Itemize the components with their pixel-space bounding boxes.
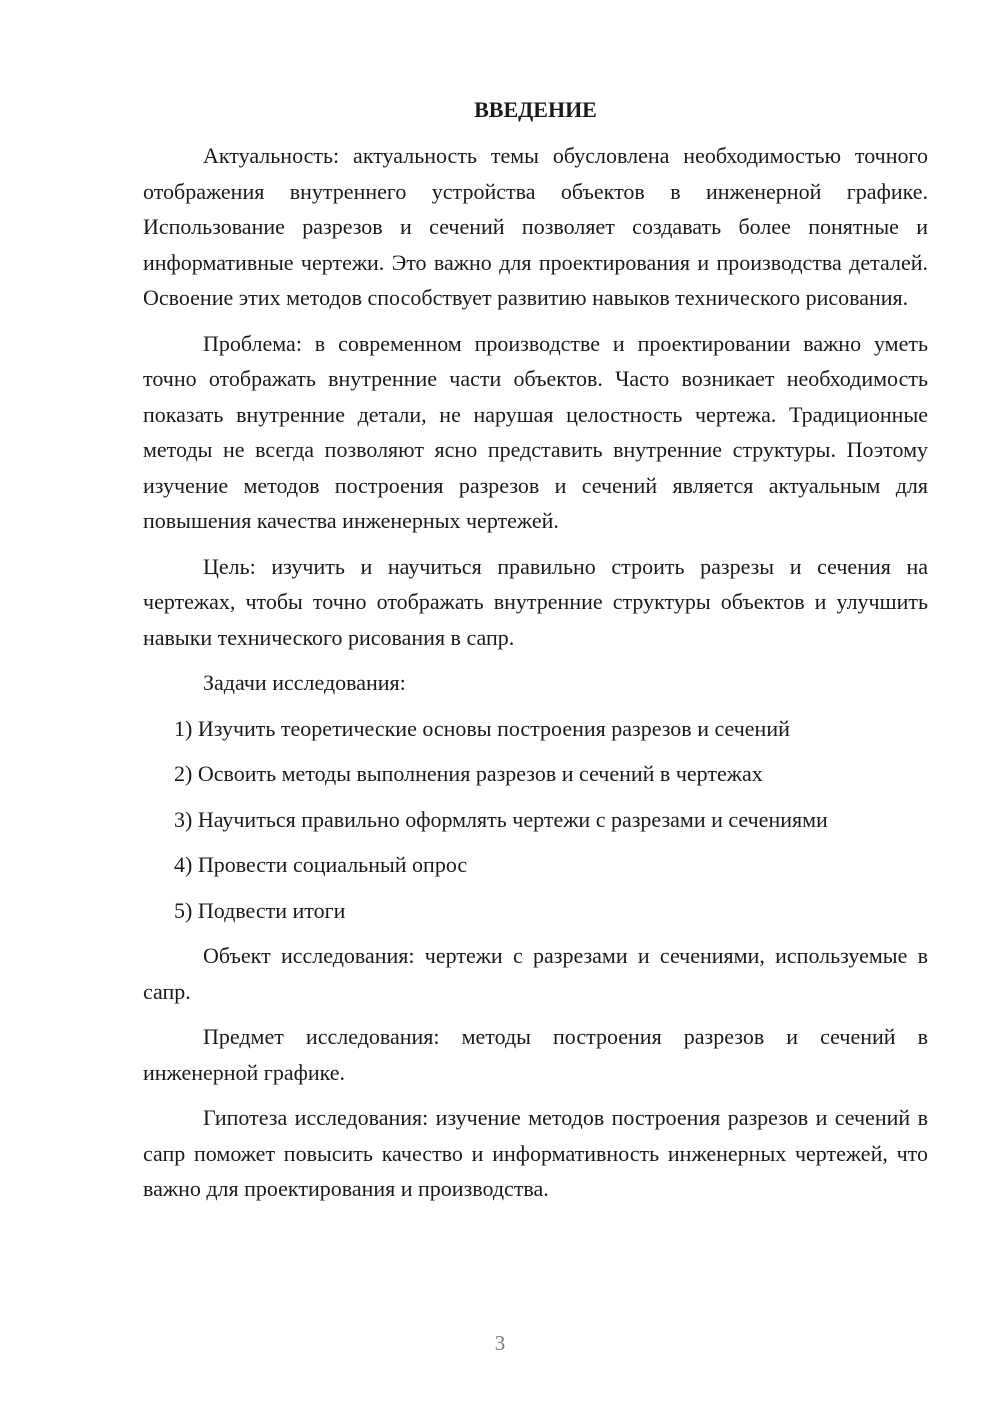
page-number: 3 [494,1331,506,1355]
tasks-label: Задачи исследования: [203,670,406,695]
paragraph-goal: Цель: изучить и научиться правильно строить разрезы и сечения на чертежах, чтобы точно отображать внутренние структуры объектов и улучшить навыки технического рисования в сапр. [143,553,928,650]
task-item: 2) Освоить методы выполнения разрезов и сечений в чертежах [174,761,763,786]
page-content [143,92,928,1217]
paragraph-object: Объект исследования: чертежи с разрезами и сечениями, используемые в сапр. [143,943,928,1004]
task-item: 3) Научиться правильно оформлять чертежи с разрезами и сечениями [174,806,828,832]
paragraph-subject: Предмет исследования: методы построения разрезов и сечений в инженерной графике. [143,1024,928,1085]
paragraph-hypothesis: Гипотеза исследования: изучение методов построения разрезов и сечений в сапр поможет повысить качество и информативность инженерных чертежей, что важно для проектирования и производства. [143,1105,928,1201]
tasks-list [143,711,928,929]
paragraph-relevance: Актуальность: актуальность темы обусловлена необходимостью точного отображения внутреннего устройства объектов в инженерной графике. Использование разрезов и сечений позволяет создавать более понятные и информативные чертежи. Это важно для проектирования и производства деталей. Освоение этих методов способствует развитию навыков технического рисования. [143,143,928,310]
paragraph-problem: Проблема: в современном производстве и проектировании важно уметь точно отображать внутренние части объектов. Часто возникает необходимость показать внутренние детали, не нарушая целостность чертежа. Традиционные методы не всегда позволяют ясно представить внутренние структуры. Поэтому изучение методов построения разрезов и сечений является актуальным для повышения качества инженерных чертежей. [143,330,928,533]
section-heading: ВВЕДЕНИЕ [474,97,597,122]
task-item: 4) Провести социальный опрос [174,852,468,877]
task-item: 5) Подвести итоги [174,897,346,923]
task-item: 1) Изучить теоретические основы построения разрезов и сечений [174,715,790,741]
